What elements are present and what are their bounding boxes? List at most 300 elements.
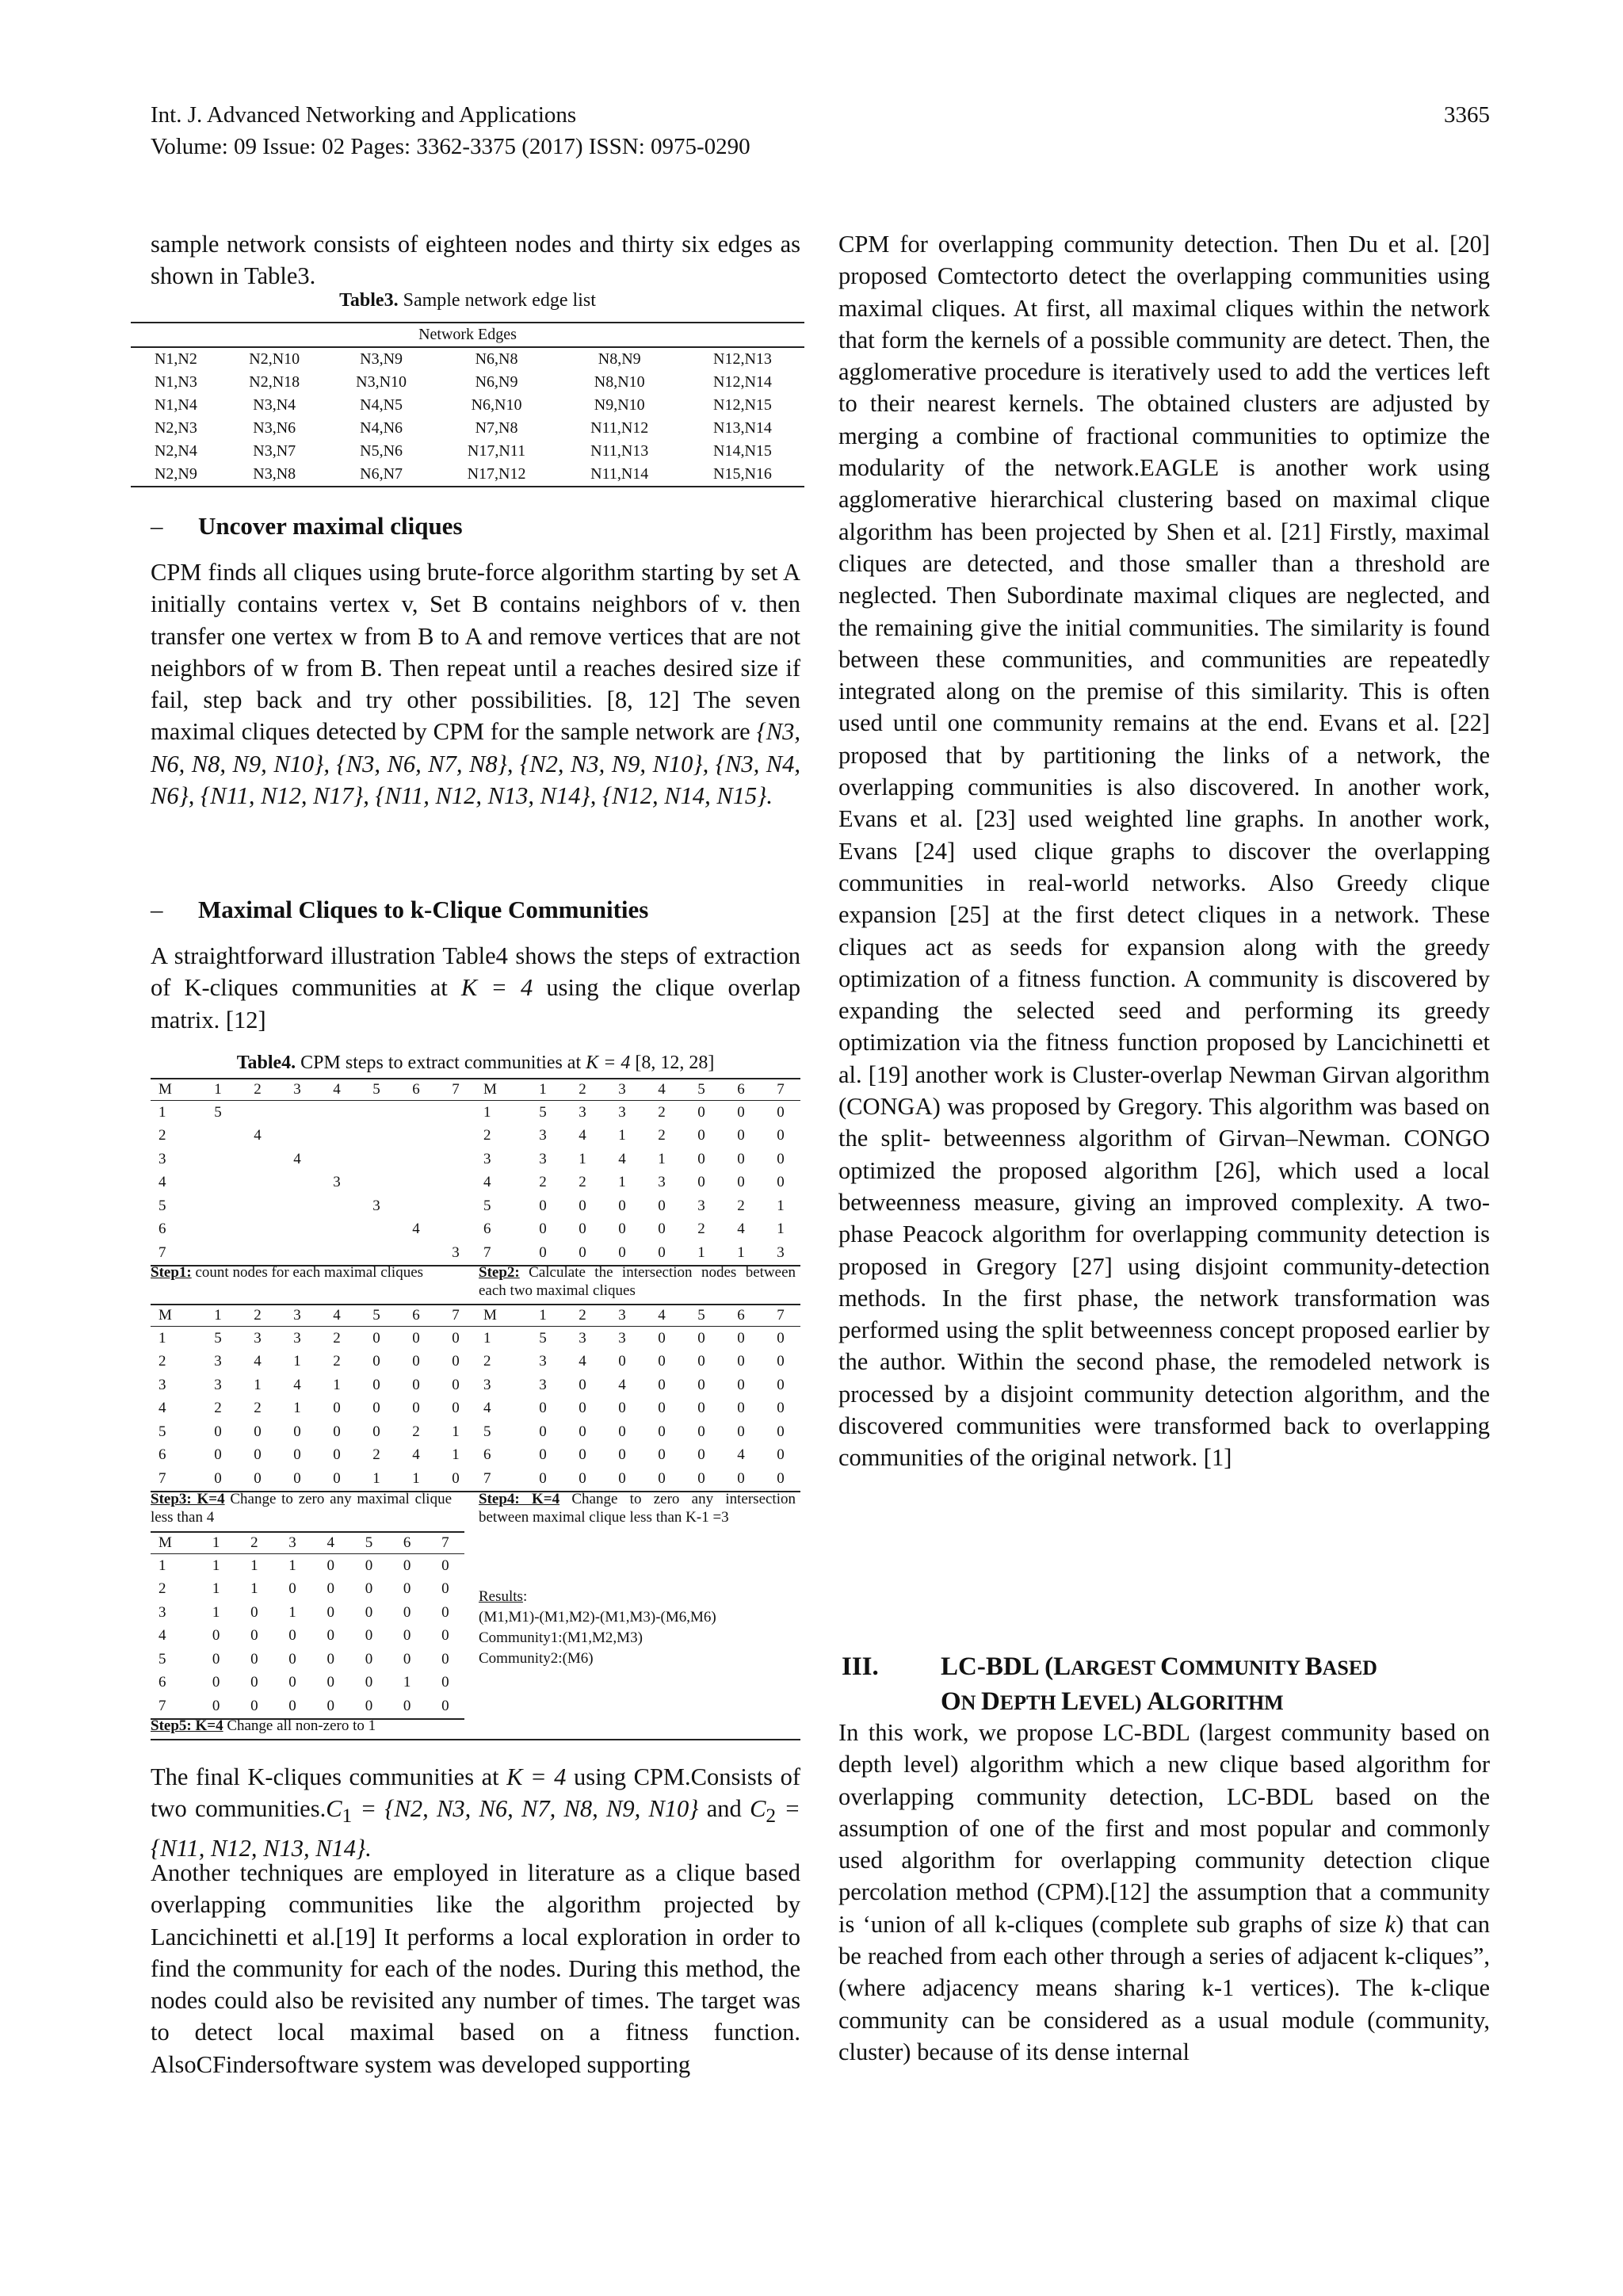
table-cell: N2,N10 [249, 350, 300, 368]
table4-caption [151, 1051, 800, 1075]
matrix-cell: 0 [737, 1423, 745, 1440]
matrix-cell: 2 [158, 1353, 166, 1370]
matrix-cell: 0 [539, 1400, 547, 1417]
table-row [151, 1194, 475, 1218]
matrix-header-cell: 7 [436, 1079, 475, 1101]
table-row [151, 1554, 464, 1578]
matrix-cell: 4 [293, 1376, 301, 1393]
matrix-cell: 0 [737, 1174, 745, 1191]
matrix-cell: 4 [579, 1353, 586, 1370]
table-row [151, 1601, 464, 1625]
matrix-cell: 4 [158, 1400, 166, 1417]
matrix-cell: 0 [777, 1103, 785, 1121]
matrix-cell: 0 [288, 1627, 296, 1645]
matrix-cell [277, 1171, 317, 1195]
matrix-cell: 1 [721, 1241, 761, 1266]
table-row [475, 1467, 800, 1492]
section-title-part: N [960, 1691, 981, 1714]
matrix-cell: 1 [483, 1103, 491, 1121]
matrix-cell: 0 [327, 1580, 334, 1598]
matrix-cell: 0 [441, 1627, 449, 1645]
math-k: K = 4 [586, 1052, 631, 1073]
matrix-cell [277, 1194, 317, 1218]
matrix-cell: 0 [539, 1446, 547, 1464]
matrix-cell: 0 [658, 1376, 666, 1393]
matrix-cell: 0 [365, 1580, 373, 1598]
math-k: K = 4 [460, 974, 533, 1002]
matrix-cell [198, 1148, 238, 1171]
bullet-label: Maximal Cliques to k-Clique Communities [198, 896, 649, 923]
matrix-header-cell: 4 [642, 1305, 682, 1327]
table-row [475, 1327, 800, 1350]
matrix-cell: 0 [235, 1694, 273, 1719]
matrix-header-cell: M [151, 1305, 198, 1327]
matrix-cell: 0 [365, 1557, 373, 1574]
section-title-part: C [1160, 1652, 1179, 1681]
matrix-cell: 0 [658, 1423, 666, 1440]
matrix-cell: 0 [579, 1400, 586, 1417]
math-subscript: 1 [342, 1805, 353, 1828]
matrix-cell: 0 [642, 1241, 682, 1266]
table-cell: N14,N15 [713, 442, 772, 460]
matrix-cell: 0 [737, 1400, 745, 1417]
matrix-cell: 0 [311, 1694, 349, 1719]
matrix-cell: 0 [372, 1353, 380, 1370]
matrix-cell: 0 [523, 1467, 563, 1492]
matrix-cell: 3 [697, 1197, 705, 1214]
matrix-cell: 0 [293, 1446, 301, 1464]
matrix-cell: 0 [372, 1329, 380, 1347]
matrix-cell: 1 [158, 1557, 166, 1574]
table-row [151, 1350, 475, 1374]
table-cell: N6,N9 [475, 373, 518, 391]
table-cell: N2,N9 [131, 463, 221, 487]
matrix-cell: 1 [777, 1197, 785, 1214]
matrix-cell [238, 1148, 277, 1171]
matrix-cell: 0 [441, 1603, 449, 1621]
section-title-part: A [1147, 1687, 1166, 1716]
matrix-cell: 0 [441, 1650, 449, 1668]
table-row [151, 1671, 464, 1695]
matrix-cell: 0 [441, 1557, 449, 1574]
matrix-header-cell: 5 [349, 1532, 388, 1554]
table-row [151, 1148, 475, 1171]
table-row [475, 1125, 800, 1148]
matrix-cell: 0 [697, 1446, 705, 1464]
matrix-cell: 1 [618, 1174, 626, 1191]
matrix-cell: 3 [372, 1197, 380, 1214]
matrix-cell: 4 [158, 1174, 166, 1191]
matrix-cell: 3 [333, 1174, 341, 1191]
matrix-cell: 5 [483, 1423, 491, 1440]
matrix-header-cell: 2 [238, 1079, 277, 1101]
matrix-cell: 1 [483, 1329, 491, 1347]
matrix-cell [396, 1194, 436, 1218]
matrix-header-row [475, 1305, 800, 1327]
matrix-cell: 3 [158, 1603, 166, 1621]
matrix-cell [198, 1241, 238, 1266]
math-c1: C [326, 1795, 342, 1823]
matrix-cell: 4 [483, 1400, 491, 1417]
section-title-part: EVEL) [1079, 1691, 1148, 1714]
matrix-cell [317, 1241, 357, 1266]
matrix-cell: 0 [737, 1150, 745, 1167]
journal-volume: Volume: 09 Issue: 02 Pages: 3362-3375 (2017) ISSN: 0975-0290 [151, 134, 750, 159]
para-text: In this work, we propose LC-BDL (largest community based on depth level) algorithm which a new clique based algorithm for overlapping community detection, LC-BDL based on the assumption of one of the first and most popular and commonly used algorithm for overlapping community detection clique percolation method (CPM).[12] the assumption that a community is ‘union of all k-cliques (complete sub graphs of size [838, 1719, 1490, 1938]
matrix-cell: 7 [151, 1694, 197, 1719]
matrix-cell: 0 [412, 1400, 420, 1417]
matrix-cell: 0 [761, 1467, 800, 1492]
matrix-header-cell: M [475, 1079, 523, 1101]
matrix-cell: 1 [158, 1103, 166, 1121]
matrix-cell: 3 [214, 1353, 222, 1370]
step-text: Change to zero any maximal clique less than 4 [151, 1491, 452, 1526]
matrix-cell: 5 [539, 1329, 547, 1347]
matrix-cell: 0 [214, 1423, 222, 1440]
matrix-cell [396, 1125, 436, 1148]
matrix-cell: 7 [151, 1241, 198, 1266]
matrix-cell [317, 1148, 357, 1171]
matrix-cell: 0 [579, 1197, 586, 1214]
step4-description [479, 1490, 796, 1526]
matrix-cell: 1 [452, 1446, 460, 1464]
table3-header: Network Edges [131, 323, 804, 347]
matrix-cell: 0 [777, 1400, 785, 1417]
matrix-cell [357, 1125, 396, 1148]
matrix-cell: 0 [579, 1376, 586, 1393]
matrix-cell: 3 [658, 1174, 666, 1191]
table-row [475, 1218, 800, 1242]
matrix-cell: 3 [483, 1150, 491, 1167]
step3-description [151, 1490, 452, 1526]
table-row [151, 1101, 475, 1125]
matrix-cell: 6 [158, 1446, 166, 1464]
matrix-cell: 5 [158, 1423, 166, 1440]
matrix-cell: 3 [436, 1241, 475, 1266]
step2-matrix [475, 1078, 800, 1266]
matrix-cell: 0 [618, 1353, 626, 1370]
table-row [151, 1171, 475, 1195]
table-cell: N8,N9 [598, 350, 641, 368]
table-cell: N3,N4 [253, 396, 296, 414]
matrix-cell: 3 [539, 1376, 547, 1393]
matrix-cell: 0 [349, 1694, 388, 1719]
para-text: CPM finds all cliques using brute-force algorithm starting by set A initially contains vertex v, Set B contains neighbors of v. then transfer one vertex w from B to A and remove vertices that are not neighbors of w from B. Then repeat until a reaches desired size if fail, step back and try other possibilities. [8, 12] The seven maximal cliques detected by CPM for the sample network are [151, 559, 800, 746]
matrix-cell: 0 [697, 1103, 705, 1121]
table3 [131, 322, 804, 487]
table-cell: N3,N10 [356, 373, 407, 391]
step-text: Change all non-zero to 1 [223, 1717, 376, 1734]
table-row [475, 1444, 800, 1468]
step5-description [151, 1717, 468, 1735]
table-row [151, 1218, 475, 1242]
matrix-cell: 0 [327, 1603, 334, 1621]
matrix-cell: 0 [777, 1127, 785, 1144]
section-title-part: LGORITHM [1165, 1691, 1284, 1714]
step-label: Step3: K=4 [151, 1491, 225, 1507]
matrix-cell [357, 1148, 396, 1171]
matrix-cell: 0 [365, 1674, 373, 1691]
bullet-dash: – [151, 512, 163, 540]
matrix-cell [198, 1218, 238, 1242]
matrix-cell: 0 [737, 1353, 745, 1370]
left-para4: Another techniques are employed in literature as a clique based overlapping communities like the algorithm projected by Lancichinetti et al.[19] It performs a local exploration in order to find the community for each of the nodes. During this method, the nodes could also be revisited any number of times. The target was to detect local maximal based on a fitness function. AlsoCFindersoftware system was developed supporting [151, 1859, 800, 2078]
matrix-cell: 0 [658, 1353, 666, 1370]
matrix-header-cell: 6 [721, 1079, 761, 1101]
matrix-cell: 2 [579, 1174, 586, 1191]
table-row [475, 1194, 800, 1218]
results-line: Community2:(M6) [479, 1650, 594, 1667]
matrix-cell: 0 [658, 1197, 666, 1214]
matrix-cell: 0 [777, 1150, 785, 1167]
matrix-cell [357, 1241, 396, 1266]
matrix-header-cell: 1 [523, 1079, 563, 1101]
matrix-cell: 0 [737, 1376, 745, 1393]
matrix-cell: 1 [250, 1557, 258, 1574]
table-cell: N11,N12 [590, 419, 649, 437]
math-c2: C [750, 1795, 766, 1823]
step-text: Change to zero any intersection between maximal clique less than K-1 =3 [479, 1491, 796, 1526]
matrix-cell: 0 [777, 1329, 785, 1347]
matrix-cell: 6 [158, 1674, 166, 1691]
matrix-cell: 3 [158, 1376, 166, 1393]
matrix-cell [396, 1148, 436, 1171]
matrix-cell: 0 [197, 1694, 235, 1719]
para-text: The final K-cliques communities at [151, 1763, 507, 1790]
para-text: using the clique overlap matrix. [12] [151, 974, 800, 1033]
section-title-part: L [1061, 1687, 1079, 1716]
table-cell: N13,N14 [713, 419, 772, 437]
matrix-cell: 0 [697, 1150, 705, 1167]
matrix-cell: 0 [254, 1423, 262, 1440]
matrix-header-cell: 2 [563, 1079, 602, 1101]
matrix-cell: 3 [618, 1329, 626, 1347]
matrix-cell: 4 [254, 1353, 262, 1370]
bullet-k-clique-communities [151, 894, 648, 926]
matrix-cell: 0 [777, 1423, 785, 1440]
math-k: k [1384, 1910, 1396, 1938]
matrix-cell: 0 [452, 1353, 460, 1370]
matrix-cell: 1 [293, 1353, 301, 1370]
section-title-part: O [941, 1687, 961, 1716]
table-row [151, 1327, 475, 1350]
table-row [475, 1101, 800, 1125]
matrix-header-cell: 1 [523, 1305, 563, 1327]
matrix-cell: 3 [214, 1376, 222, 1393]
matrix-cell: 2 [412, 1423, 420, 1440]
left-para2 [151, 940, 800, 1036]
matrix-header-row [475, 1079, 800, 1101]
table-cell: N3,N6 [253, 419, 296, 437]
table3-caption [131, 288, 804, 312]
matrix-header-cell: 2 [235, 1532, 273, 1554]
matrix-cell: 0 [372, 1376, 380, 1393]
table-cell: N4,N5 [360, 396, 403, 414]
matrix-cell [198, 1194, 238, 1218]
matrix-header-cell: 5 [682, 1079, 721, 1101]
matrix-cell [238, 1241, 277, 1266]
matrix-cell: 2 [697, 1221, 705, 1238]
matrix-header-cell: 2 [563, 1305, 602, 1327]
matrix-cell: 0 [250, 1627, 258, 1645]
step-label: Step2: [479, 1264, 520, 1281]
community-2-set: = {N11, N12, N13, N14}. [151, 1795, 800, 1862]
section-title-part: OMMUNITY [1178, 1656, 1305, 1679]
matrix-cell [436, 1171, 475, 1195]
table-row [151, 1397, 475, 1421]
journal-name: Int. J. Advanced Networking and Applications [151, 102, 577, 128]
table-row [151, 1373, 475, 1397]
matrix-cell: 0 [737, 1329, 745, 1347]
matrix-cell: 1 [452, 1423, 460, 1440]
matrix-cell: 2 [158, 1127, 166, 1144]
matrix-cell: 0 [658, 1221, 666, 1238]
matrix-cell: 4 [618, 1150, 626, 1167]
matrix-cell: 0 [523, 1241, 563, 1266]
step-label: Step1: [151, 1264, 192, 1281]
page-number: 3365 [1444, 102, 1490, 128]
table-cell: N2,N3 [154, 419, 197, 437]
matrix-cell [238, 1218, 277, 1242]
matrix-cell [198, 1125, 238, 1148]
step4-matrix [475, 1304, 800, 1492]
table-cell: N6,N10 [471, 396, 522, 414]
matrix-cell [277, 1125, 317, 1148]
matrix-cell: 0 [412, 1353, 420, 1370]
matrix-cell: 1 [250, 1580, 258, 1598]
matrix-cell: 0 [288, 1674, 296, 1691]
matrix-cell: 7 [475, 1241, 523, 1266]
matrix-cell: 0 [618, 1197, 626, 1214]
table-row [475, 1420, 800, 1444]
left-para1 [151, 556, 800, 812]
matrix-cell: 0 [658, 1400, 666, 1417]
matrix-cell: 2 [737, 1197, 745, 1214]
matrix-cell: 4 [483, 1174, 491, 1191]
matrix-cell: 0 [273, 1694, 311, 1719]
math-subscript: 2 [766, 1805, 777, 1828]
matrix-cell: 4 [412, 1446, 420, 1464]
matrix-cell: 0 [412, 1329, 420, 1347]
table-cell: N3,N7 [253, 442, 296, 460]
matrix-cell [436, 1148, 475, 1171]
matrix-cell: 0 [697, 1174, 705, 1191]
matrix-cell [436, 1194, 475, 1218]
matrix-cell: 3 [761, 1241, 800, 1266]
running-header [151, 99, 750, 162]
matrix-cell: 0 [579, 1221, 586, 1238]
matrix-cell: 0 [293, 1423, 301, 1440]
results-label: Results [479, 1588, 523, 1605]
step2-description [479, 1263, 796, 1300]
matrix-cell: 1 [158, 1329, 166, 1347]
matrix-header-cell: 3 [602, 1305, 642, 1327]
matrix-cell: 0 [412, 1376, 420, 1393]
table-cell: N7,N8 [475, 419, 518, 437]
table-cell: N3,N9 [360, 350, 403, 368]
table3-header-row [131, 323, 804, 347]
matrix-cell: 1 [212, 1603, 220, 1621]
matrix-cell: 4 [158, 1627, 166, 1645]
matrix-cell: 3 [539, 1150, 547, 1167]
matrix-cell [317, 1218, 357, 1242]
matrix-cell: 0 [452, 1329, 460, 1347]
matrix-cell [357, 1171, 396, 1195]
matrix-cell: 0 [333, 1400, 341, 1417]
matrix-cell: 0 [288, 1580, 296, 1598]
matrix-cell: 2 [539, 1174, 547, 1191]
matrix-cell: 4 [618, 1376, 626, 1393]
matrix-cell: 0 [777, 1174, 785, 1191]
matrix-cell: 0 [365, 1603, 373, 1621]
step1-description [151, 1263, 452, 1282]
table-cell: N12,N15 [713, 396, 772, 414]
matrix-cell: 3 [158, 1150, 166, 1167]
matrix-cell: 2 [483, 1353, 491, 1370]
para-text: ) that can be reached from each other through a series of adjacent k-cliques”, (where adjacency means sharing k-1 vertices). The k-clique community can be considered as a usual module (community, cluster) because of its dense internal [838, 1910, 1490, 2065]
step3-matrix [151, 1304, 475, 1492]
matrix-cell [198, 1171, 238, 1195]
matrix-cell: 1 [396, 1467, 436, 1492]
matrix-cell: 5 [214, 1329, 222, 1347]
matrix-header-cell: 7 [426, 1532, 464, 1554]
matrix-cell: 1 [212, 1580, 220, 1598]
matrix-header-cell: 3 [602, 1079, 642, 1101]
para-text: using CPM.Consists of two communities. [151, 1763, 800, 1823]
matrix-header-cell: 7 [436, 1305, 475, 1327]
matrix-cell: 1 [212, 1557, 220, 1574]
matrix-cell: 0 [288, 1650, 296, 1668]
matrix-cell: 1 [293, 1400, 301, 1417]
section-title-part: ARGEST [1071, 1656, 1161, 1679]
matrix-cell: 0 [579, 1423, 586, 1440]
matrix-header-cell: M [475, 1305, 523, 1327]
table4-caption-label: Table4. [236, 1052, 296, 1073]
matrix-cell: 3 [483, 1376, 491, 1393]
matrix-cell: 0 [737, 1127, 745, 1144]
matrix-cell: 1 [658, 1150, 666, 1167]
right-para2 [838, 1717, 1490, 2068]
matrix-cell: 1 [357, 1467, 396, 1492]
matrix-cell: 2 [214, 1400, 222, 1417]
matrix-header-cell: 1 [198, 1305, 238, 1327]
section-title-part: ASED [1322, 1656, 1377, 1679]
matrix-cell [357, 1101, 396, 1125]
matrix-cell: 0 [563, 1467, 602, 1492]
matrix-cell: 0 [618, 1400, 626, 1417]
matrix-cell: 0 [618, 1446, 626, 1464]
matrix-cell: 5 [483, 1197, 491, 1214]
table-cell: N17,N12 [435, 463, 559, 487]
table-cell: N2,N4 [154, 442, 197, 460]
matrix-cell: 0 [403, 1650, 411, 1668]
matrix-cell [396, 1241, 436, 1266]
table-row [475, 1350, 800, 1374]
table-cell: N11,N13 [590, 442, 649, 460]
bullet-uncover-cliques [151, 510, 463, 542]
step-label: Step5: K=4 [151, 1717, 223, 1734]
step1-matrix [151, 1078, 475, 1266]
matrix-cell: 2 [333, 1353, 341, 1370]
step5-matrix [151, 1531, 464, 1720]
matrix-cell: 1 [579, 1150, 586, 1167]
matrix-cell: 0 [452, 1376, 460, 1393]
matrix-cell: 4 [737, 1446, 745, 1464]
table-row [131, 394, 804, 417]
matrix-header-cell: 1 [198, 1079, 238, 1101]
section-title-part: D [980, 1687, 1000, 1716]
matrix-header-cell: 5 [357, 1305, 396, 1327]
